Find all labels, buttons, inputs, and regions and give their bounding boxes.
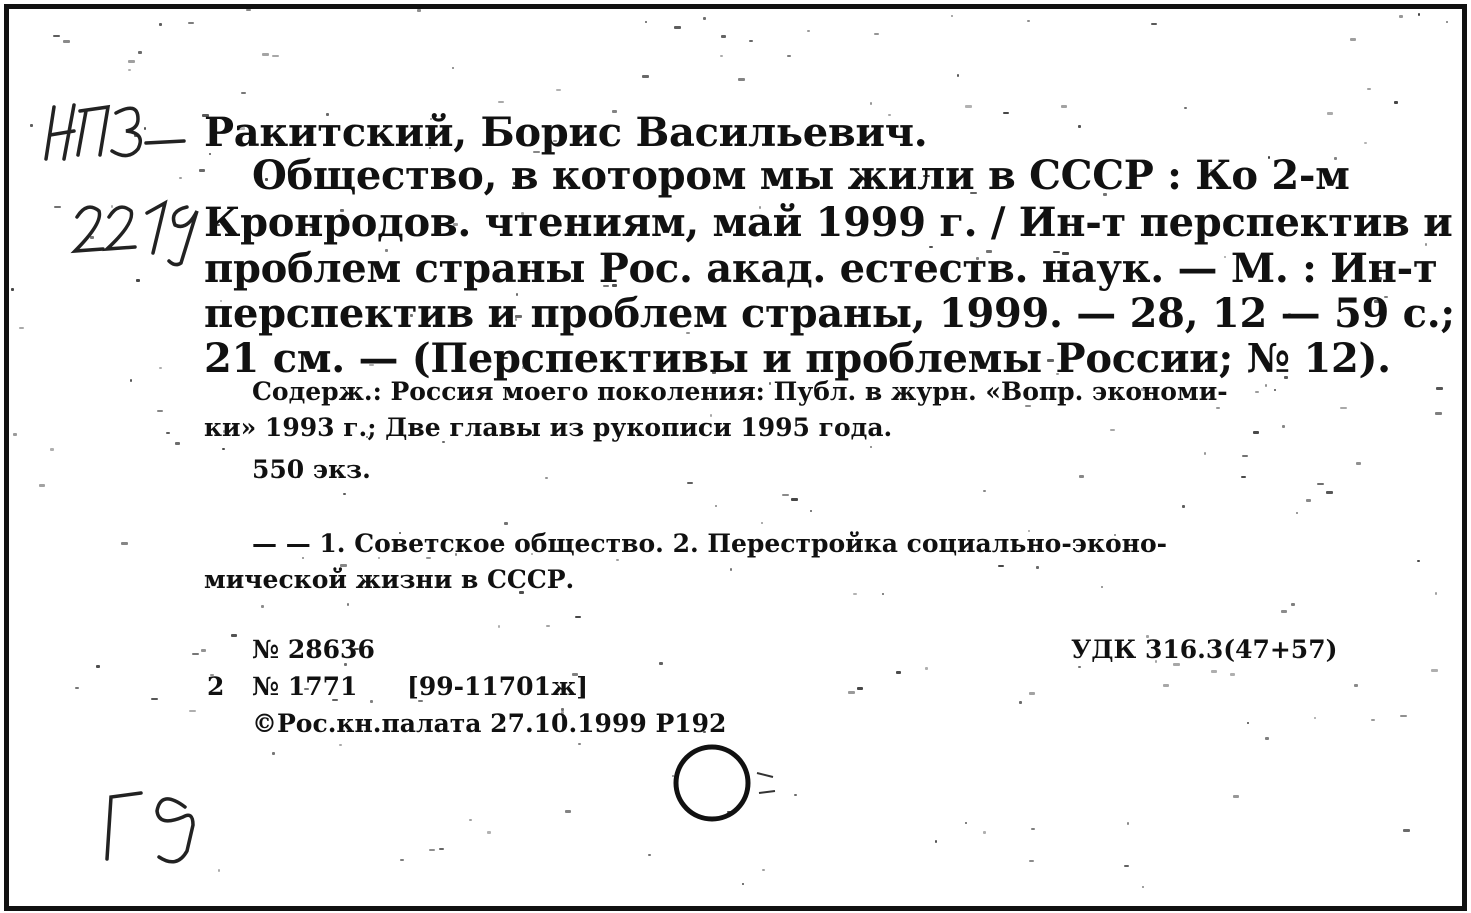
scan-speck bbox=[1364, 142, 1367, 144]
scan-speck bbox=[642, 75, 649, 78]
scan-speck bbox=[853, 593, 857, 595]
scan-speck bbox=[965, 105, 972, 108]
scan-speck bbox=[648, 854, 651, 856]
scan-speck bbox=[1281, 610, 1287, 613]
scan-speck bbox=[870, 446, 872, 448]
scan-speck bbox=[128, 69, 131, 71]
scan-speck bbox=[925, 667, 928, 670]
scan-speck bbox=[241, 92, 246, 94]
description-line-4: перспектив и проблем страны, 1999. — 28, 12 — 59 с.; bbox=[204, 290, 1455, 337]
scan-speck bbox=[272, 55, 279, 57]
scan-speck bbox=[1431, 669, 1438, 672]
scan-speck bbox=[138, 51, 142, 54]
scan-speck bbox=[452, 67, 454, 69]
scan-speck bbox=[983, 490, 986, 492]
scan-speck bbox=[874, 33, 879, 35]
handwritten-shelfmark-top bbox=[34, 97, 204, 167]
scan-speck bbox=[1418, 13, 1420, 16]
scan-speck bbox=[1204, 452, 1206, 455]
scan-speck bbox=[1394, 101, 1398, 104]
scan-speck bbox=[192, 653, 199, 655]
scan-speck bbox=[201, 649, 206, 652]
scan-speck bbox=[1031, 828, 1035, 830]
scan-speck bbox=[339, 744, 342, 746]
scan-speck bbox=[616, 559, 619, 561]
scan-speck bbox=[188, 22, 194, 24]
scan-speck bbox=[157, 410, 163, 412]
scan-speck bbox=[159, 367, 162, 369]
scan-speck bbox=[30, 124, 33, 127]
scan-speck bbox=[498, 101, 504, 103]
scan-speck bbox=[1241, 476, 1246, 478]
scan-speck bbox=[199, 169, 205, 172]
scan-speck bbox=[1078, 125, 1081, 128]
scan-speck bbox=[179, 177, 182, 179]
scan-speck bbox=[1242, 455, 1248, 457]
registration-code: [99-11701ж] bbox=[407, 672, 589, 701]
scan-speck bbox=[1182, 505, 1185, 508]
scan-speck bbox=[13, 433, 17, 436]
scan-speck bbox=[791, 498, 798, 501]
scan-speck bbox=[794, 794, 797, 796]
scan-speck bbox=[1029, 692, 1035, 695]
scan-speck bbox=[1151, 23, 1157, 25]
description-line-2: Кронродов. чтениям, май 1999 г. / Ин-т перспектив и bbox=[204, 199, 1453, 246]
scan-speck bbox=[39, 484, 45, 487]
scan-speck bbox=[565, 810, 571, 813]
scan-speck bbox=[1291, 603, 1295, 606]
scan-speck bbox=[1036, 566, 1039, 569]
scan-speck bbox=[1124, 865, 1129, 867]
scan-speck bbox=[128, 60, 135, 63]
scan-speck bbox=[1163, 684, 1169, 687]
scan-speck bbox=[674, 26, 681, 29]
scan-speck bbox=[545, 477, 548, 479]
scan-speck bbox=[1216, 407, 1220, 409]
scan-speck bbox=[53, 35, 60, 37]
scan-speck bbox=[272, 752, 275, 755]
scan-speck bbox=[721, 35, 726, 38]
scan-speck bbox=[720, 55, 723, 57]
scan-speck bbox=[1247, 722, 1249, 724]
subjects-line-2: мической жизни в СССР. bbox=[204, 565, 575, 594]
scan-speck bbox=[810, 510, 812, 512]
scan-speck bbox=[1282, 425, 1285, 428]
scan-speck bbox=[96, 665, 100, 668]
second-number-prefix: 2 bbox=[207, 672, 225, 701]
subjects-line-1: — — 1. Советское общество. 2. Перестройка социально-эконо- bbox=[252, 529, 1168, 558]
scan-speck bbox=[1435, 412, 1442, 415]
scan-speck bbox=[935, 840, 937, 843]
scan-speck bbox=[11, 288, 14, 291]
scan-speck bbox=[1327, 112, 1333, 115]
scan-speck bbox=[1400, 715, 1407, 717]
scan-speck bbox=[1356, 462, 1361, 465]
scan-speck bbox=[1142, 886, 1144, 888]
scan-speck bbox=[848, 691, 855, 694]
scan-speck bbox=[1127, 822, 1129, 825]
scan-speck bbox=[1233, 795, 1239, 798]
scan-speck bbox=[1403, 829, 1410, 832]
scan-speck bbox=[1367, 88, 1371, 90]
scan-speck bbox=[965, 822, 967, 824]
scan-speck bbox=[261, 605, 264, 608]
scan-speck bbox=[761, 522, 763, 524]
scan-speck bbox=[487, 831, 491, 834]
scan-speck bbox=[19, 327, 24, 329]
scan-speck bbox=[400, 859, 404, 861]
scan-speck bbox=[957, 74, 959, 77]
scan-speck bbox=[151, 698, 158, 700]
scan-speck bbox=[1253, 431, 1259, 434]
scan-speck bbox=[1354, 684, 1358, 687]
scan-speck bbox=[63, 40, 70, 43]
scan-speck bbox=[983, 831, 986, 834]
scan-speck bbox=[175, 442, 180, 445]
scan-speck bbox=[246, 9, 251, 11]
scan-speck bbox=[738, 78, 745, 81]
scan-speck bbox=[807, 30, 810, 32]
scan-speck bbox=[1446, 21, 1448, 23]
print-run: 550 экз. bbox=[252, 455, 371, 484]
scan-speck bbox=[121, 542, 128, 545]
record-number: № 28636 bbox=[252, 635, 375, 664]
scan-speck bbox=[715, 505, 717, 507]
scan-speck bbox=[1436, 387, 1443, 390]
scan-speck bbox=[1317, 483, 1324, 485]
scan-speck bbox=[556, 89, 561, 91]
scan-speck bbox=[1265, 384, 1267, 387]
scan-speck bbox=[787, 55, 791, 57]
scan-speck bbox=[1003, 112, 1009, 114]
scan-speck bbox=[951, 15, 953, 17]
scan-speck bbox=[782, 494, 789, 496]
description-line-3: проблем страны Рос. акад. естеств. наук. — М. : Ин-т bbox=[204, 245, 1438, 292]
scan-speck bbox=[1184, 107, 1187, 109]
contents-line-1: Содерж.: Россия моего поколения: Публ. в журн. «Вопр. экономи- bbox=[252, 377, 1228, 406]
scan-speck bbox=[222, 448, 225, 450]
scan-speck bbox=[439, 848, 444, 850]
scan-speck bbox=[1399, 15, 1403, 18]
scan-speck bbox=[1274, 389, 1276, 391]
scan-speck bbox=[417, 9, 421, 12]
copyright-line: ©Рос.кн.палата 27.10.1999 Р192 bbox=[252, 709, 727, 738]
scan-speck bbox=[998, 565, 1004, 567]
scan-speck bbox=[1371, 719, 1375, 721]
scan-speck bbox=[749, 40, 753, 42]
scan-speck bbox=[166, 432, 170, 434]
scan-speck bbox=[1019, 701, 1022, 704]
scan-speck bbox=[1079, 475, 1084, 478]
scan-speck bbox=[1435, 592, 1437, 595]
scan-speck bbox=[578, 743, 581, 745]
handwritten-shelfmark-number bbox=[69, 197, 219, 267]
scan-speck bbox=[1340, 407, 1347, 409]
scan-speck bbox=[370, 700, 373, 703]
scan-speck bbox=[75, 687, 79, 689]
handwritten-shelfmark-bottom bbox=[97, 781, 217, 871]
scan-speck bbox=[762, 869, 765, 871]
scan-speck bbox=[1101, 586, 1103, 588]
scan-speck bbox=[1306, 499, 1311, 502]
scan-speck bbox=[159, 23, 162, 26]
scan-speck bbox=[54, 206, 61, 208]
scan-speck bbox=[1326, 491, 1333, 494]
scan-speck bbox=[1230, 673, 1235, 676]
scan-speck bbox=[498, 625, 500, 628]
scan-speck bbox=[857, 687, 863, 690]
scan-speck bbox=[262, 53, 269, 56]
scan-speck bbox=[189, 710, 196, 712]
scan-speck bbox=[645, 21, 647, 23]
scan-speck bbox=[687, 482, 693, 484]
scan-speck bbox=[882, 593, 884, 595]
scan-speck bbox=[1029, 860, 1034, 862]
scan-speck bbox=[50, 448, 54, 451]
udc-code: УДК 316.3(47+57) bbox=[1071, 635, 1338, 664]
scan-speck bbox=[504, 522, 508, 525]
punched-hole-icon bbox=[667, 733, 787, 833]
scan-speck bbox=[1350, 38, 1356, 41]
scan-speck bbox=[1078, 666, 1081, 668]
scan-speck bbox=[1110, 429, 1115, 431]
scan-speck bbox=[347, 603, 349, 606]
description-line-5: 21 см. — (Перспективы и проблемы России; № 12). bbox=[204, 335, 1391, 382]
scan-speck bbox=[546, 625, 550, 627]
scan-speck bbox=[429, 849, 435, 851]
scan-speck bbox=[1296, 512, 1298, 514]
scan-speck bbox=[343, 493, 346, 495]
scan-speck bbox=[231, 634, 237, 637]
scan-speck bbox=[130, 379, 132, 382]
scan-speck bbox=[1314, 717, 1316, 719]
contents-line-2: ки» 1993 г.; Две главы из рукописи 1995 года. bbox=[204, 413, 893, 442]
scan-speck bbox=[870, 102, 872, 105]
scan-speck bbox=[730, 568, 732, 571]
scan-speck bbox=[659, 662, 663, 665]
scan-speck bbox=[1061, 105, 1067, 108]
catalog-card bbox=[4, 4, 1467, 911]
scan-speck bbox=[896, 671, 901, 674]
scan-speck bbox=[1265, 737, 1269, 740]
scan-speck bbox=[218, 869, 220, 872]
author-heading: Ракитский, Борис Васильевич. bbox=[204, 109, 928, 156]
scan-speck bbox=[1027, 20, 1030, 22]
scan-speck bbox=[469, 819, 472, 821]
scan-speck bbox=[1255, 391, 1259, 393]
second-number: № 1771 bbox=[252, 672, 358, 701]
scan-speck bbox=[136, 279, 140, 282]
scan-speck bbox=[1417, 560, 1420, 562]
description-line-1: Общество, в котором мы жили в СССР : Ко 2-м bbox=[252, 152, 1350, 199]
scan-speck bbox=[742, 883, 744, 885]
scan-speck bbox=[1211, 670, 1217, 673]
scan-speck bbox=[575, 616, 581, 618]
scan-speck bbox=[703, 17, 706, 20]
